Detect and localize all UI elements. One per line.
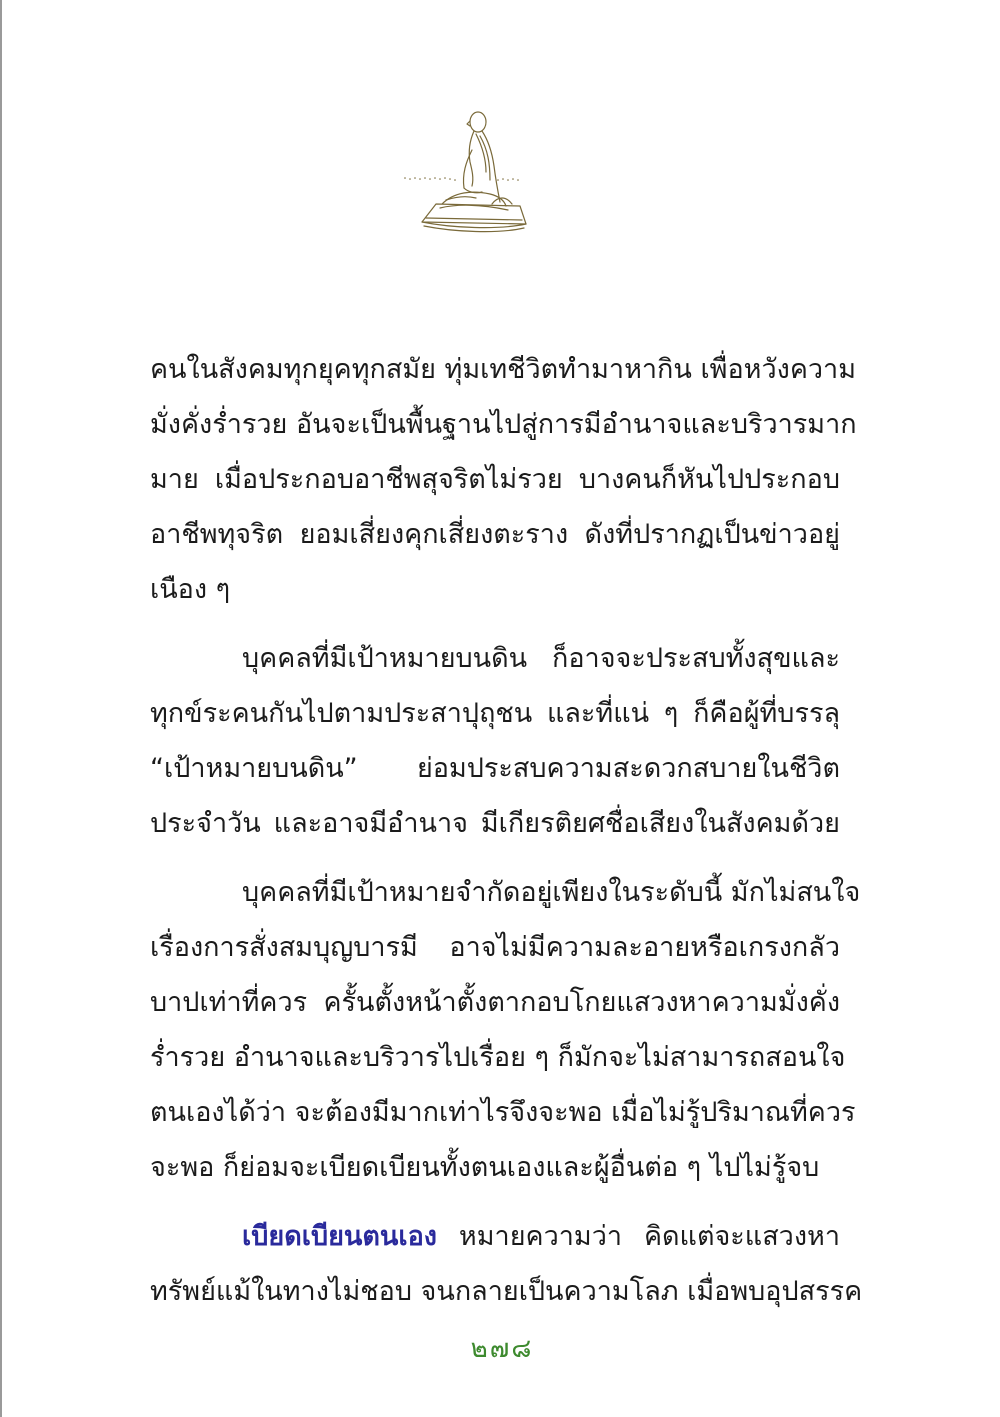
text-line: “เป้าหมายบนดิน” ย่อมประสบความสะดวกสบายในชีวิต: [150, 753, 840, 784]
text-line: จะพอ ก็ย่อมจะเบียดเบียนทั้งตนเองและผู้อื่นต่อ ๆ ไปไม่รู้จบ: [150, 1152, 820, 1183]
text-line: อาชีพทุจริต ยอมเสี่ยงคุกเสี่ยงตะราง ดังที่ปรากฏเป็นข่าวอยู่: [150, 519, 840, 550]
paragraph-1: [150, 342, 857, 617]
page-number: ๒๗๘: [470, 1334, 534, 1364]
text-line: เนือง ๆ: [150, 574, 231, 605]
paragraph-4: [150, 1209, 863, 1319]
paragraph-3: [150, 865, 861, 1195]
paragraph-2: [150, 631, 840, 851]
text-line: บุคคลที่มีเป้าหมายจำกัดอยู่เพียงในระดับนี้ มักไม่สนใจ: [242, 877, 861, 908]
text-line: ตนเองได้ว่า จะต้องมีมากเท่าไรจึงจะพอ เมื่อไม่รู้ปริมาณที่ควร: [150, 1097, 856, 1128]
text-line: มาย เมื่อประกอบอาชีพสุจริตไม่รวย บางคนก็หันไปประกอบ: [150, 464, 840, 495]
text-line: ร่ำรวย อำนาจและบริวารไปเรื่อย ๆ ก็มักจะไม่สามารถสอนใจ: [150, 1042, 846, 1073]
body-text: [150, 342, 863, 1319]
text-line: ประจำวัน และอาจมีอำนาจ มีเกียรติยศชื่อเสียงในสังคมด้วย: [150, 808, 840, 839]
text-line: ทุกข์ระคนกันไปตามประสาปุถุชน และที่แน่ ๆ ก็คือผู้ที่บรรลุ: [150, 698, 840, 729]
highlighted-term: เบียดเบียนตนเอง: [242, 1221, 437, 1252]
text-line: มั่งคั่งร่ำรวย อันจะเป็นพื้นฐานไปสู่การมีอำนาจและบริวารมาก: [150, 409, 857, 440]
meditating-monk-illustration: [402, 100, 552, 245]
text-line: คนในสังคมทุกยุคทุกสมัย ทุ่มเทชีวิตทำมาหากิน เพื่อหวังความ: [150, 354, 857, 385]
text-line: ทรัพย์แม้ในทางไม่ชอบ จนกลายเป็นความโลภ เมื่อพบอุปสรรค: [150, 1276, 863, 1307]
text-line: บุคคลที่มีเป้าหมายบนดิน ก็อาจจะประสบทั้งสุขและ: [242, 643, 840, 674]
text-segment: หมายความว่า คิดแต่จะแสวงหา: [437, 1221, 840, 1252]
text-line: เรื่องการสั่งสมบุญบารมี อาจไม่มีความละอายหรือเกรงกลัว: [150, 932, 840, 963]
text-line: [150, 1209, 840, 1264]
text-line: บาปเท่าที่ควร ครั้นตั้งหน้าตั้งตากอบโกยแสวงหาความมั่งคั่ง: [150, 987, 840, 1018]
